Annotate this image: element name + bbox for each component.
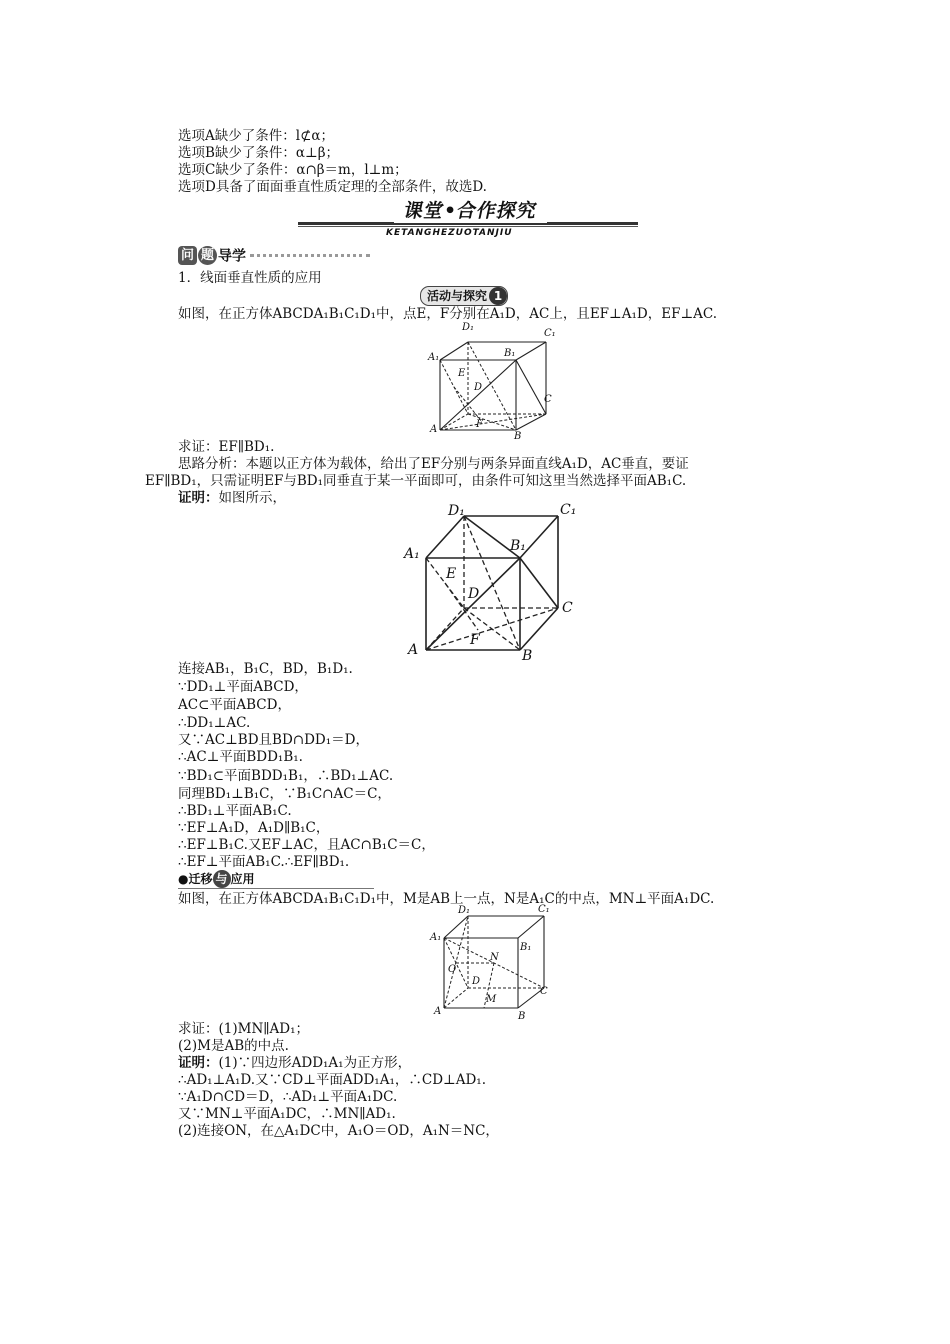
activity-label: 活动与探究 bbox=[427, 289, 488, 303]
activity-pill bbox=[420, 286, 508, 306]
option-d-line: 选项D具备了面面垂直性质定理的全部条件，故选D. bbox=[178, 179, 487, 195]
fig1-label-b: B bbox=[514, 431, 522, 440]
fig3-label-n: N bbox=[490, 952, 499, 963]
fig1-label-e: E bbox=[458, 368, 466, 379]
banner-title-a: 课堂 bbox=[401, 200, 447, 222]
fig1-label-a: A bbox=[430, 424, 438, 435]
proof1-line: ∴AC⊥平面BDD₁B₁. bbox=[178, 749, 303, 765]
proof1-line: ∴EF⊥B₁C.又EF⊥AC，且AC∩B₁C＝C， bbox=[178, 837, 435, 853]
proof2-line: ∴AD₁⊥A₁D.又∵CD⊥平面ADD₁A₁，∴CD⊥AD₁. bbox=[178, 1072, 487, 1088]
proof1-label: 证明： bbox=[178, 490, 219, 506]
proof1-line: 又∵AC⊥BD且BD∩DD₁＝D， bbox=[178, 732, 369, 748]
fig2-label-e: E bbox=[446, 566, 457, 582]
proof1-line: ∵BD₁⊂平面BDD₁B₁，∴BD₁⊥AC. bbox=[178, 768, 394, 784]
fig2-label-c: C bbox=[562, 600, 573, 616]
activity-number: 1 bbox=[489, 287, 507, 305]
fig2-label-a: A bbox=[408, 642, 419, 658]
qiuzheng2-b: (2)M是AB的中点. bbox=[178, 1038, 289, 1054]
fig3-label-c: C bbox=[540, 986, 548, 997]
fig3-label-b1: B₁ bbox=[520, 942, 532, 953]
banner-subtitle: KETANGHEZUOTANJIU bbox=[386, 228, 513, 238]
banner-title-b: 合作探究 bbox=[454, 200, 540, 222]
analysis-line-2: EF∥BD₁，只需证明EF与BD₁同垂直于某一平面即可，由条件可知这里当然选择平面AB₁C. bbox=[145, 473, 687, 489]
fig1-label-d1: D₁ bbox=[462, 322, 475, 333]
proof1-line: 连接AB₁，B₁C，BD，B₁D₁. bbox=[178, 661, 353, 677]
fig1-label-b1: B₁ bbox=[504, 348, 516, 359]
proof2-label: 证明： bbox=[178, 1055, 219, 1071]
fig3-label-m: M bbox=[486, 994, 497, 1005]
fig3-label-a1: A₁ bbox=[430, 932, 442, 943]
proof2-line: ∵A₁D∩CD＝D，∴AD₁⊥平面A₁DC. bbox=[178, 1089, 398, 1105]
qianyi-yu: 与 bbox=[213, 870, 231, 888]
wenti-badge-2: 题 bbox=[198, 246, 217, 265]
analysis-line-1: 思路分析：本题以正方体为载体，给出了EF分别与两条异面直线A₁D，AC垂直，要证 bbox=[178, 456, 689, 472]
fig2-label-d: D bbox=[468, 586, 480, 602]
problem2-text: 如图，在正方体ABCDA₁B₁C₁D₁中，M是AB上一点，N是A₁C的中点，MN⊥平面A₁DC. bbox=[178, 891, 715, 907]
fig3-label-d: D bbox=[472, 976, 481, 987]
fig3-label-c1: C₁ bbox=[538, 904, 550, 915]
qiuzheng1: 求证：EF∥BD₁. bbox=[178, 439, 275, 455]
fig1-label-c: C bbox=[544, 394, 552, 405]
fig2-label-f: F bbox=[470, 632, 480, 648]
fig1-label-a1: A₁ bbox=[428, 352, 440, 363]
cube-figure-1 bbox=[426, 318, 566, 440]
wenti-tail: 导学 bbox=[218, 248, 246, 265]
fig3-label-a: A bbox=[434, 1006, 442, 1017]
fig3-label-b: B bbox=[518, 1011, 526, 1020]
fig1-label-c1: C₁ bbox=[544, 328, 556, 339]
wenti-badge-1: 问 bbox=[178, 246, 197, 265]
qianyi-bullet: ● bbox=[178, 872, 189, 886]
banner-rule-thin bbox=[298, 226, 638, 227]
section-banner bbox=[298, 199, 638, 239]
fig2-label-b1: B₁ bbox=[510, 538, 526, 554]
option-b-line: 选项B缺少了条件：α⊥β； bbox=[178, 145, 340, 161]
proof1-line: ∴DD₁⊥AC. bbox=[178, 715, 251, 731]
qianyi-heading bbox=[178, 870, 374, 889]
proof1-line: 同理BD₁⊥B₁C，∵B₁C∩AC＝C， bbox=[178, 786, 391, 802]
proof2-line: 又∵MN⊥平面A₁DC，∴MN∥AD₁. bbox=[178, 1106, 396, 1122]
fig3-label-o: O bbox=[448, 964, 457, 975]
banner-title bbox=[394, 199, 547, 223]
banner-dot: • bbox=[444, 200, 458, 222]
cube-figure-2 bbox=[398, 502, 588, 662]
proof1-intro-text: 如图所示， bbox=[218, 490, 286, 506]
problem1-text: 如图，在正方体ABCDA₁B₁C₁D₁中，点E，F分别在A₁D，AC上，且EF⊥A₁D，EF⊥AC. bbox=[178, 306, 718, 322]
proof2-first bbox=[178, 1055, 411, 1072]
qianyi-a: 迁移 bbox=[188, 872, 213, 886]
proof1-line: ∴EF⊥平面AB₁C.∴EF∥BD₁. bbox=[178, 854, 350, 870]
cube-figure-3 bbox=[428, 902, 558, 1020]
proof2-line: (2)连接ON，在△A₁DC中，A₁O＝OD，A₁N＝NC， bbox=[178, 1123, 499, 1139]
section1-title: 1．线面垂直性质的应用 bbox=[178, 270, 322, 286]
fig2-label-b: B bbox=[522, 648, 533, 662]
fig3-label-d1: D₁ bbox=[458, 905, 471, 916]
wenti-dots bbox=[250, 254, 370, 257]
fig1-label-d: D bbox=[474, 382, 483, 393]
proof2-first-text: (1)∵四边形ADD₁A₁为正方形， bbox=[218, 1055, 412, 1071]
wenti-heading bbox=[178, 245, 370, 265]
fig2-label-c1: C₁ bbox=[560, 502, 577, 518]
proof1-line: ∵DD₁⊥平面ABCD， bbox=[178, 679, 308, 695]
proof1-line: AC⊂平面ABCD， bbox=[178, 697, 291, 713]
qianyi-b: 应用 bbox=[230, 872, 255, 886]
qiuzheng2-a: 求证：(1)MN∥AD₁； bbox=[178, 1021, 309, 1037]
option-c-line: 选项C缺少了条件：α∩β＝m，l⊥m； bbox=[178, 162, 408, 178]
fig2-label-a1: A₁ bbox=[404, 546, 420, 562]
proof1-intro bbox=[178, 490, 286, 507]
fig2-label-d1: D₁ bbox=[448, 503, 465, 519]
proof1-line: ∴BD₁⊥平面AB₁C. bbox=[178, 803, 292, 819]
proof1-line: ∵EF⊥A₁D，A₁D∥B₁C， bbox=[178, 820, 330, 836]
option-a-line: 选项A缺少了条件：l⊄α； bbox=[178, 128, 334, 144]
fig1-label-f: F bbox=[476, 419, 483, 430]
